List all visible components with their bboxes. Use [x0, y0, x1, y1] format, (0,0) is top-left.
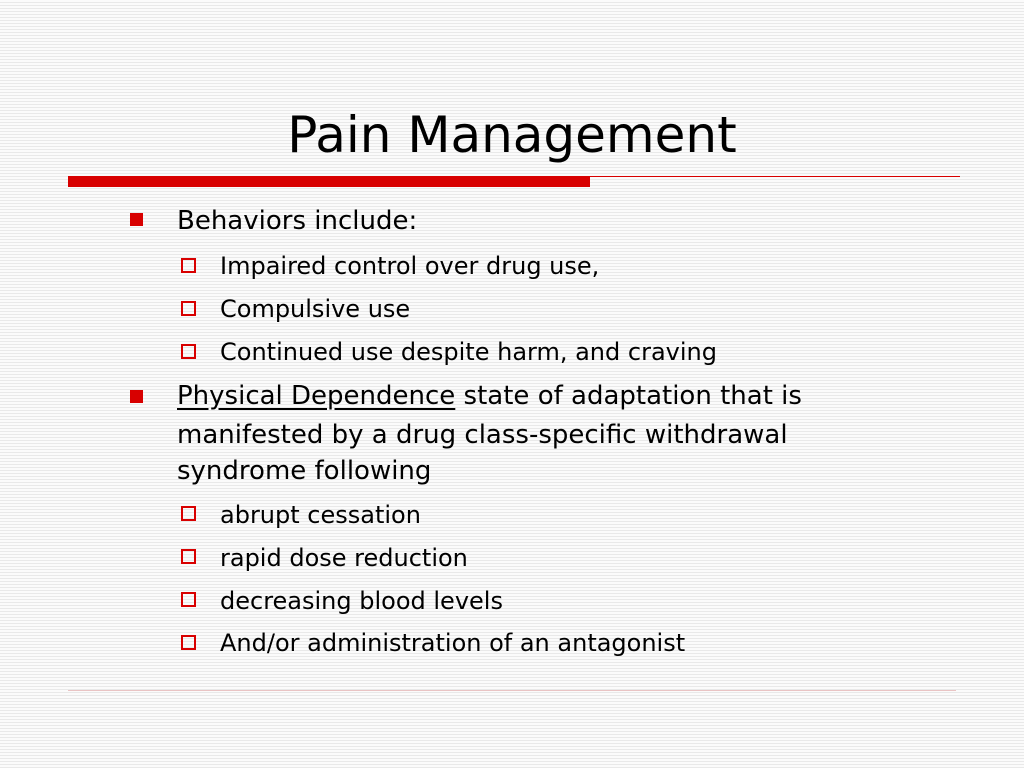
physical-dependence-definition: state of adaptation that is [455, 381, 802, 411]
square-bullet-icon [130, 213, 143, 226]
behaviors-item: Compulsive use [220, 295, 411, 323]
hollow-square-bullet-icon [181, 301, 196, 316]
physical-dependence-term: Physical Dependence [177, 381, 456, 411]
dependence-item: abrupt cessation [220, 501, 421, 529]
behaviors-item: Impaired control over drug use, [220, 252, 600, 280]
hollow-square-bullet-icon [181, 344, 196, 359]
footer-rule [68, 690, 956, 691]
title-rule-thick [68, 176, 590, 187]
physical-dependence-line-2: manifested by a drug class-specific withdrawal [177, 420, 788, 450]
hollow-square-bullet-icon [181, 506, 196, 521]
dependence-item: And/or administration of an antagonist [220, 629, 686, 657]
behaviors-heading: Behaviors include: [177, 206, 418, 236]
slide-title: Pain Management [287, 106, 737, 164]
dependence-item: decreasing blood levels [220, 587, 503, 615]
behaviors-item: Continued use despite harm, and craving [220, 338, 717, 366]
physical-dependence-line-3: syndrome following [177, 456, 432, 486]
physical-dependence-line [177, 378, 802, 414]
title-rule-thin [590, 176, 960, 177]
hollow-square-bullet-icon [181, 549, 196, 564]
dependence-item: rapid dose reduction [220, 544, 468, 572]
hollow-square-bullet-icon [181, 258, 196, 273]
hollow-square-bullet-icon [181, 635, 196, 650]
square-bullet-icon [130, 390, 143, 403]
hollow-square-bullet-icon [181, 592, 196, 607]
